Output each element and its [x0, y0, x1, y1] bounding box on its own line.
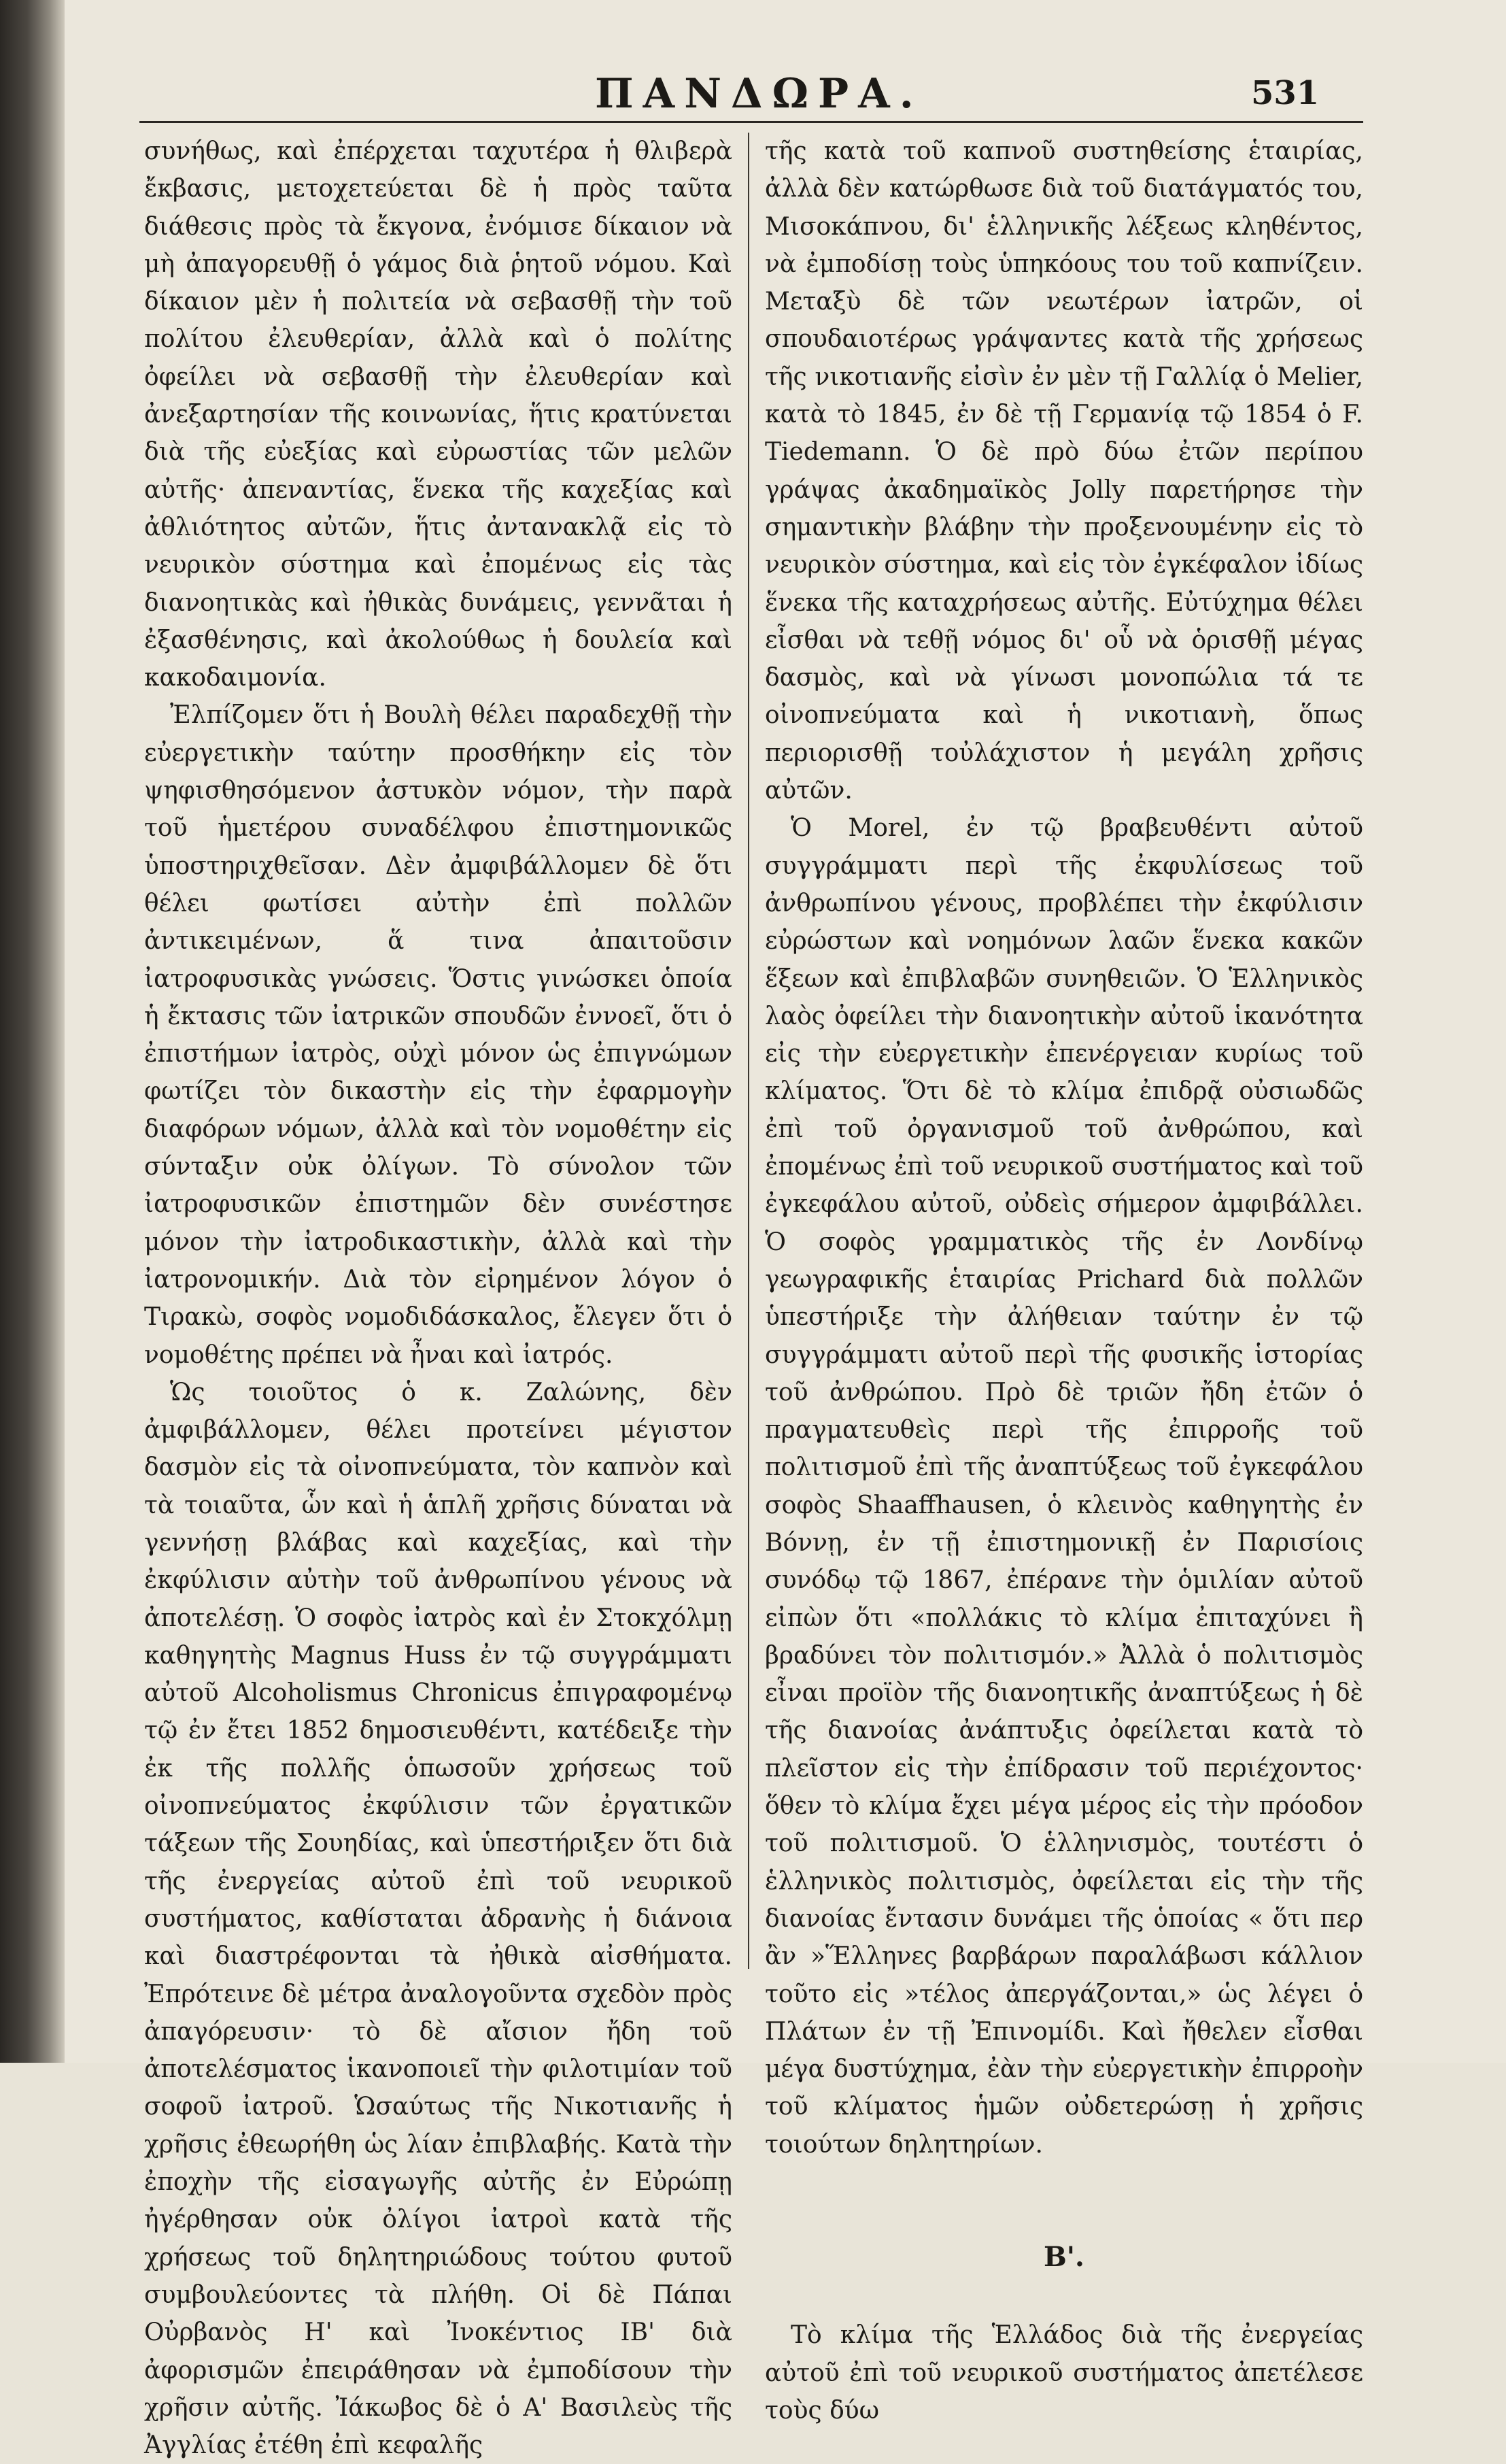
paragraph: τῆς κατὰ τοῦ καπνοῦ συστηθείσης ἑταιρίας, ἀλλὰ δὲν κατώρθωσε διὰ τοῦ διατάγματός του, Μισοκάπνου, δι' ἑλληνικῆς λέξεως κληθέντος, νὰ ἐμποδίσῃ τοὺς ὑπηκόους του τοῦ καπνίζειν. Μεταξὺ δὲ τῶν νεωτέρων ἰατρῶν, οἱ σπουδαιοτέρως γράψαντες κατὰ τῆς χρήσεως τῆς νικοτιανῆς εἰσὶν ἐν μὲν τῇ Γαλλίᾳ ὁ Melier, κατὰ τὸ 1845, ἐν δὲ τῇ Γερμανίᾳ τῷ 1854 ὁ F. Tiedemann. Ὁ δὲ πρὸ δύω ἐτῶν περίπου γράψας ἀκαδημαϊκὸς Jolly παρετήρησε τὴν σημαντικὴν βλάβην τὴν προξενουμένην εἰς τὸ νευρικὸν σύστημα, καὶ εἰς τὸν ἐγκέφαλον ἰδίως ἕνεκα τῆς καταχρήσεως αὐτῆς. Εὐτύχημα θέλει εἶσθαι νὰ τεθῇ νόμος δι' οὗ νὰ ὁρισθῇ μέγας δασμὸς, καὶ νὰ γίνωσι μονοπώλια τά τε οἰνοπνεύματα καὶ ἡ νικοτιανὴ, ὅπως περιορισθῇ τοὐλάχιστον ἡ μεγάλη χρῆσις αὐτῶν. [765, 137, 1363, 805]
paragraph: συνήθως, καὶ ἐπέρχεται ταχυτέρα ἡ θλιβερὰ ἔκβασις, μετοχετεύεται δὲ ἡ πρὸς ταῦτα διάθεσις πρὸς τὰ ἔκγονα, ἐνόμισε δίκαιον νὰ μὴ ἀπαγορευθῇ ὁ γάμος διὰ ῥητοῦ νόμου. Καὶ δίκαιον μὲν ἡ πολιτεία νὰ σεβασθῇ τὴν τοῦ πολίτου ἐλευθερίαν, ἀλλὰ καὶ ὁ πολίτης ὀφείλει νὰ σεβασθῇ τὴν ἐλευθερίαν καὶ ἀνεξαρτησίαν τῆς κοινωνίας, ἥτις κρατύνεται διὰ τῆς εὐεξίας καὶ εὐρωστίας τῶν μελῶν αὐτῆς· ἀπεναντίας, ἕνεκα τῆς καχεξίας καὶ ἀθλιότητος αὐτῶν, ἥτις ἀντανακλᾷ εἰς τὸ νευρικὸν σύστημα καὶ ἐπομένως εἰς τὰς διανοητικὰς καὶ ἠθικὰς δυνάμεις, γεννᾶται ἡ ἐξασθένησις, καὶ ἀκολούθως ἡ δουλεία καὶ κακοδαιμονία. [144, 137, 732, 692]
left-column [144, 133, 732, 2464]
paragraph: Ἐλπίζομεν ὅτι ἡ Βουλὴ θέλει παραδεχθῇ τὴν εὐεργετικὴν ταύτην προσθήκην εἰς τὸν ψηφισθησόμενον ἀστυκὸν νόμον, τὴν παρὰ τοῦ ἡμετέρου συναδέλφου ἐπιστημονικῶς ὑποστηριχθεῖσαν. Δὲν ἀμφιβάλλομεν δὲ ὅτι θέλει φωτίσει αὐτὴν ἐπὶ πολλῶν ἀντικειμένων, ἅ τινα ἀπαιτοῦσιν ἰατροφυσικὰς γνώσεις. Ὅστις γινώσκει ὁποία ἡ ἔκτασις τῶν ἰατρικῶν σπουδῶν ἐννοεῖ, ὅτι ὁ ἐπιστήμων ἰατρὸς, οὐχὶ μόνον ὡς ἐπιγνώμων φωτίζει τὸν δικαστὴν εἰς τὴν ἐφαρμογὴν διαφόρων νόμων, ἀλλὰ καὶ τὸν νομοθέτην εἰς σύνταξιν οὐκ ὀλίγων. Τὸ σύνολον τῶν ἰατροφυσικῶν ἐπιστημῶν δὲν συνέστησε μόνον τὴν ἰατροδικαστικὴν, ἀλλὰ καὶ τὴν ἰατρονομικήν. Διὰ τὸν εἰρημένον λόγον ὁ Τιρακὼ, σοφὸς νομοδιδάσκαλος, ἔλεγεν ὅτι ὁ νομοθέτης πρέπει νὰ ἦναι καὶ ἰατρός. [144, 701, 732, 1369]
journal-title: ΠΑΝΔΩΡΑ. [595, 70, 923, 118]
paragraph: Ὁ Morel, ἐν τῷ βραβευθέντι αὐτοῦ συγγράμματι περὶ τῆς ἐκφυλίσεως τοῦ ἀνθρωπίνου γένους, προβλέπει τὴν ἐκφύλισιν εὐρώστων καὶ νοημόνων λαῶν ἕνεκα κακῶν ἕξεων καὶ ἐπιβλαβῶν συνηθειῶν. Ὁ Ἑλληνικὸς λαὸς ὀφείλει τὴν διανοητικὴν αὐτοῦ ἱκανότητα εἰς τὴν εὐεργετικὴν ἐπενέργειαν κυρίως τοῦ κλίματος. Ὅτι δὲ τὸ κλίμα ἐπιδρᾷ οὐσιωδῶς ἐπὶ τοῦ ὀργανισμοῦ τοῦ ἀνθρώπου, καὶ ἐπομένως ἐπὶ τοῦ νευρικοῦ συστήματος καὶ τοῦ ἐγκεφάλου αὐτοῦ, οὐδεὶς σήμερον ἀμφιβάλλει. Ὁ σοφὸς γραμματικὸς τῆς ἐν Λονδίνῳ γεωγραφικῆς ἑταιρίας Prichard διὰ πολλῶν ὑπεστήριξε τὴν ἀλήθειαν ταύτην ἐν τῷ συγγράμματι αὐτοῦ περὶ τῆς φυσικῆς ἱστορίας τοῦ ἀνθρώπου. Πρὸ δὲ τριῶν ἤδη ἐτῶν ὁ πραγματευθεὶς περὶ τῆς ἐπιρροῆς τοῦ πολιτισμοῦ ἐπὶ τῆς ἀναπτύξεως τοῦ ἐγκεφάλου σοφὸς Shaaffhausen, ὁ κλεινὸς καθηγητὴς ἐν Βόννῃ, ἐν τῇ ἐπιστημονικῇ ἐν Παρισίοις συνόδῳ τῷ 1867, ἐπέρανε τὴν ὁμιλίαν αὐτοῦ εἰπὼν ὅτι «πολλάκις τὸ κλίμα ἐπιταχύνει ἢ βραδύνει τὸν πολιτισμόν.» Ἀλλὰ ὁ πολιτισμὸς εἶναι προϊὸν τῆς διανοητικῆς ἀναπτύξεως ἡ δὲ τῆς διανοίας ἀνάπτυξις ὀφείλεται κατὰ τὸ πλεῖστον εἰς τὴν ἐπίδρασιν τοῦ περιέχοντος· ὅθεν τὸ κλίμα ἔχει μέγα μέρος εἰς τὴν πρόοδον τοῦ πολιτισμοῦ. Ὁ ἑλληνισμὸς, τουτέστι ὁ ἑλληνικὸς πολιτισμὸς, ὀφείλεται εἰς τὴν τῆς διανοίας ἔντασιν δυνάμει τῆς ὁποίας « ὅτι περ ἂν »Ἕλληνες βαρβάρων παραλάβωσι κάλλιον τοῦτο εἰς »τέλος ἀπεργάζονται,» ὡς λέγει ὁ Πλάτων ἐν τῇ Ἐπινομίδι. Καὶ ἤθελεν εἶσθαι μέγα δυστύχημα, ἐὰν τὴν εὐεργετικὴν ἐπιρροὴν τοῦ κλίματος ἡμῶν οὐδετερώσῃ ἡ χρῆσις τοιούτων δηλητηρίων. [765, 814, 1363, 2159]
page-number: 531 [1251, 74, 1320, 112]
paragraph: Τὸ κλίμα τῆς Ἑλλάδος διὰ τῆς ἐνεργείας αὐτοῦ ἐπὶ τοῦ νευρικοῦ συστήματος ἀπετέλεσε τοὺς δύω [765, 2321, 1363, 2425]
page-header [65, 65, 1506, 126]
section-heading: Β'. [1044, 2241, 1084, 2274]
header-rule [139, 121, 1363, 123]
right-column [765, 133, 1363, 2429]
column-divider [748, 133, 749, 1969]
book-page [65, 0, 1506, 2460]
book-gutter [0, 0, 65, 2063]
paragraph: Ὡς τοιοῦτος ὁ κ. Ζαλώνης, δὲν ἀμφιβάλλομεν, θέλει προτείνει μέγιστον δασμὸν εἰς τὰ οἰνοπνεύματα, τὸν καπνὸν καὶ τὰ τοιαῦτα, ὧν καὶ ἡ ἁπλῆ χρῆσις δύναται νὰ γεννήσῃ βλάβας καὶ καχεξίας, καὶ τὴν ἐκφύλισιν αὐτὴν τοῦ ἀνθρωπίνου γένους νὰ ἀποτελέσῃ. Ὁ σοφὸς ἰατρὸς καὶ ἐν Στοκχόλμῃ καθηγητὴς Magnus Huss ἐν τῷ συγγράμματι αὐτοῦ Alcoholismus Chronicus ἐπιγραφομένῳ τῷ ἐν ἔτει 1852 δημοσιευθέντι, κατέδειξε τὴν ἐκ τῆς πολλῆς ὁπωσοῦν χρήσεως τοῦ οἰνοπνεύματος ἐκφύλισιν τῶν ἐργατικῶν τάξεων τῆς Σουηδίας, καὶ ὑπεστήριξεν ὅτι διὰ τῆς ἐνεργείας αὐτοῦ ἐπὶ τοῦ νευρικοῦ συστήματος, καθίσταται ἀδρανὴς ἡ διάνοια καὶ διαστρέφονται τὰ ἠθικὰ αἰσθήματα. Ἐπρότεινε δὲ μέτρα ἀναλογοῦντα σχεδὸν πρὸς ἀπαγόρευσιν· τὸ δὲ αἴσιον ἤδη τοῦ ἀποτελέσματος ἱκανοποιεῖ τὴν φιλοτιμίαν τοῦ σοφοῦ ἰατροῦ. Ὡσαύτως τῆς Νικοτιανῆς ἡ χρῆσις ἐθεωρήθη ὡς λίαν ἐπιβλαβής. Κατὰ τὴν ἐποχὴν τῆς εἰσαγωγῆς αὐτῆς ἐν Εὐρώπῃ ἠγέρθησαν οὐκ ὀλίγοι ἰατροὶ κατὰ τῆς χρήσεως τοῦ δηλητηριώδους τούτου φυτοῦ συμβουλεύοντες τὰ πλήθη. Οἱ δὲ Πάπαι Οὐρβανὸς Η' καὶ Ἰνοκέντιος ΙΒ' διὰ ἀφορισμῶν ἐπειράθησαν νὰ ἐμποδίσουν τὴν χρῆσιν αὐτῆς. Ἰάκωβος δὲ ὁ Α' Βασιλεὺς τῆς Ἀγγλίας ἐτέθη ἐπὶ κεφαλῆς [144, 1378, 732, 2460]
